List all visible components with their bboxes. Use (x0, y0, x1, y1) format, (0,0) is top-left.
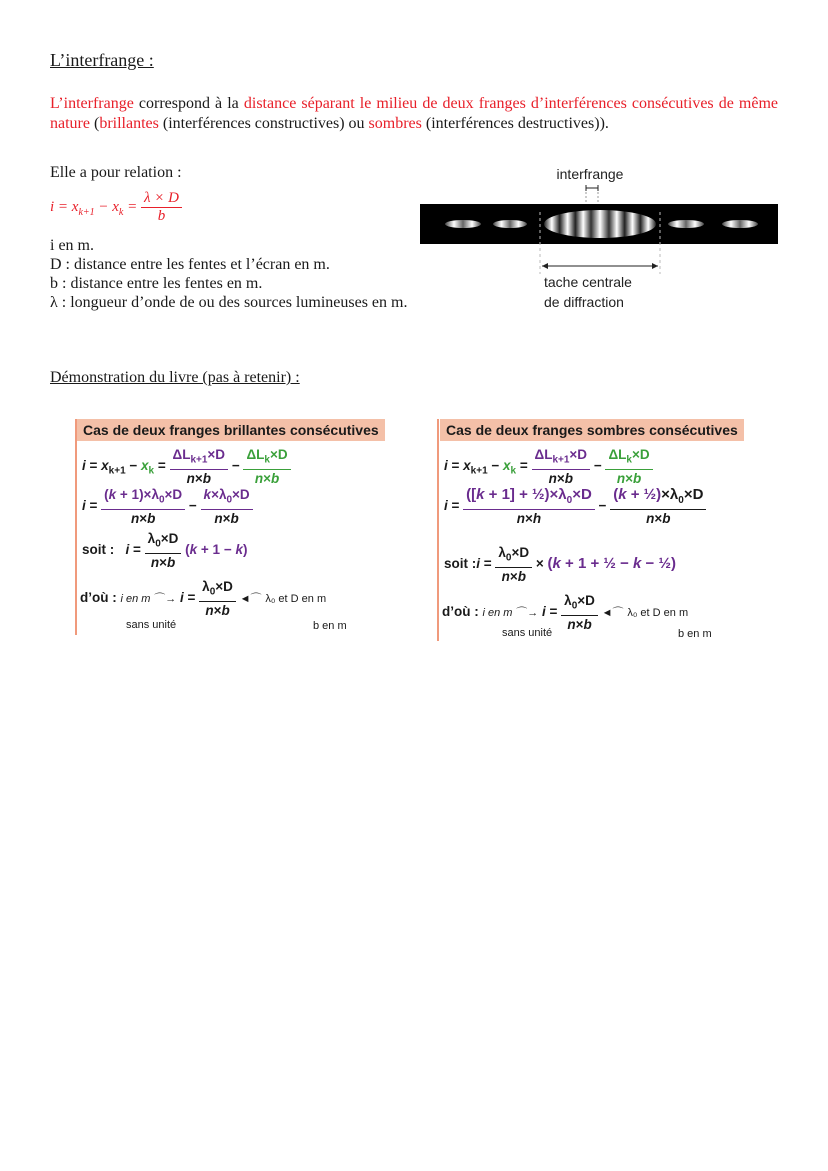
right-eq-1: $i = x_{k+1} - x_k$ = $\frac{\Delta L_{k+1}\times D}{n\times b}$ − $\frac{\Delta L_k\times D}{n\times b}$ (444, 446, 653, 487)
right-eq-3: soit :i = $\frac{\lambda_0\times D}{n\times b}$ × (k + 1 + ½ − k − ½) (444, 545, 676, 584)
formula-sub2: k (118, 206, 124, 218)
central-label-2: de diffraction (544, 294, 624, 310)
left-eq-3: soit : i = $\frac{\lambda_0\times D}{n\times b}$ (k + 1 − k) (82, 531, 248, 570)
central-label-1: tache centrale (544, 274, 632, 290)
arrow-head-right (652, 263, 658, 269)
left-eq-4: d’où : i en m ⌒→ i = $\frac{\lambda_0\times D}{n\times b}$ ◄⌒ λ₀ et D en m (80, 579, 327, 618)
formula-sub1: k+1 (78, 206, 95, 218)
definition-paragraph (50, 94, 778, 134)
side-fringe-2 (493, 220, 527, 228)
central-fringe (544, 210, 656, 238)
section-title: L’interfrange : (50, 50, 154, 70)
right-dou: d’où : (442, 603, 479, 619)
diffraction-diagram (420, 162, 780, 322)
unit-lambda: λ : longueur d’onde de ou des sources lumineuses en m. (50, 294, 408, 311)
left-eq-1: $i = x_{k+1} - x_k$ = $\frac{\Delta L_{k+1}\times D}{n\times b}$ − $\frac{\Delta L_k\times D}{n\times b}$ (82, 446, 291, 487)
left-sans-unite: sans unité (126, 619, 177, 631)
right-box-header: Cas de deux franges sombres consécutives (440, 419, 744, 441)
right-sans-unite: sans unité (502, 627, 553, 639)
unit-d: D : distance entre les fentes et l’écran en m. (50, 256, 330, 273)
formula-minus: − x (94, 198, 119, 215)
right-soit: soit : (444, 555, 477, 571)
left-lambda-d: λ₀ et D en m (265, 592, 327, 605)
arrow-head-left (542, 263, 548, 269)
def-text-4: (interférences destructives)). (421, 115, 609, 132)
relation-intro: Elle a pour relation : (50, 164, 182, 181)
side-fringe-3 (668, 220, 704, 228)
unit-b: b : distance entre les fentes en m. (50, 275, 263, 292)
left-dou: d’où : (80, 589, 117, 605)
formula-den: b (157, 208, 166, 224)
interfrange-label: interfrange (556, 166, 624, 182)
left-b-en-m: b en m (313, 620, 347, 632)
right-lambda-d: λ₀ et D en m (627, 606, 689, 619)
def-sombres: sombres (368, 115, 422, 132)
formula-fraction (141, 190, 182, 225)
interfrange-formula (50, 190, 182, 225)
left-i-en-m: i en m (120, 592, 151, 605)
left-soit: soit : (82, 541, 115, 557)
formula-equals: = (123, 198, 138, 215)
side-fringe-1 (445, 220, 481, 228)
left-box-header: Cas de deux franges brillantes consécutives (77, 419, 385, 441)
right-b-en-m: b en m (678, 628, 712, 640)
def-text-1: correspond à la (133, 95, 244, 112)
left-box-border (75, 419, 77, 635)
right-eq-4: d’où : i en m ⌒→ i = $\frac{\lambda_0\times D}{n\times b}$ ◄⌒ λ₀ et D en m (442, 593, 689, 632)
formula-lhs: i = x (50, 198, 79, 215)
unit-i: i en m. (50, 237, 94, 254)
def-text-3: (interférences constructives) ou (158, 115, 369, 132)
right-i-en-m: i en m (482, 606, 513, 619)
def-text-2: ( (89, 115, 100, 132)
term-interfrange: L’interfrange (50, 95, 134, 112)
side-fringe-4 (722, 220, 758, 228)
def-brillantes: brillantes (99, 115, 159, 132)
right-eq-2: i = $\frac{([k + 1] + \frac{1}{2})\times\lambda_0\times D}{n\times h}$ − $\frac{(k + \frac{1}{2})\times\lambda_0\times D}{n\times b}$ (444, 486, 706, 527)
def-highlight: distance séparant le milieu de deux franges d’interférences consécutives de même nature (50, 95, 779, 132)
units-list (50, 236, 420, 312)
demo-title: Démonstration du livre (pas à retenir) : (50, 369, 300, 386)
formula-num: λ × D (141, 190, 182, 208)
left-eq-2: i = $\frac{(k + 1)\times\lambda_0\times D}{n\times b}$ − $\frac{k\times\lambda_0\times D}{n\times b}$ (82, 486, 253, 527)
right-box-border (437, 419, 439, 641)
